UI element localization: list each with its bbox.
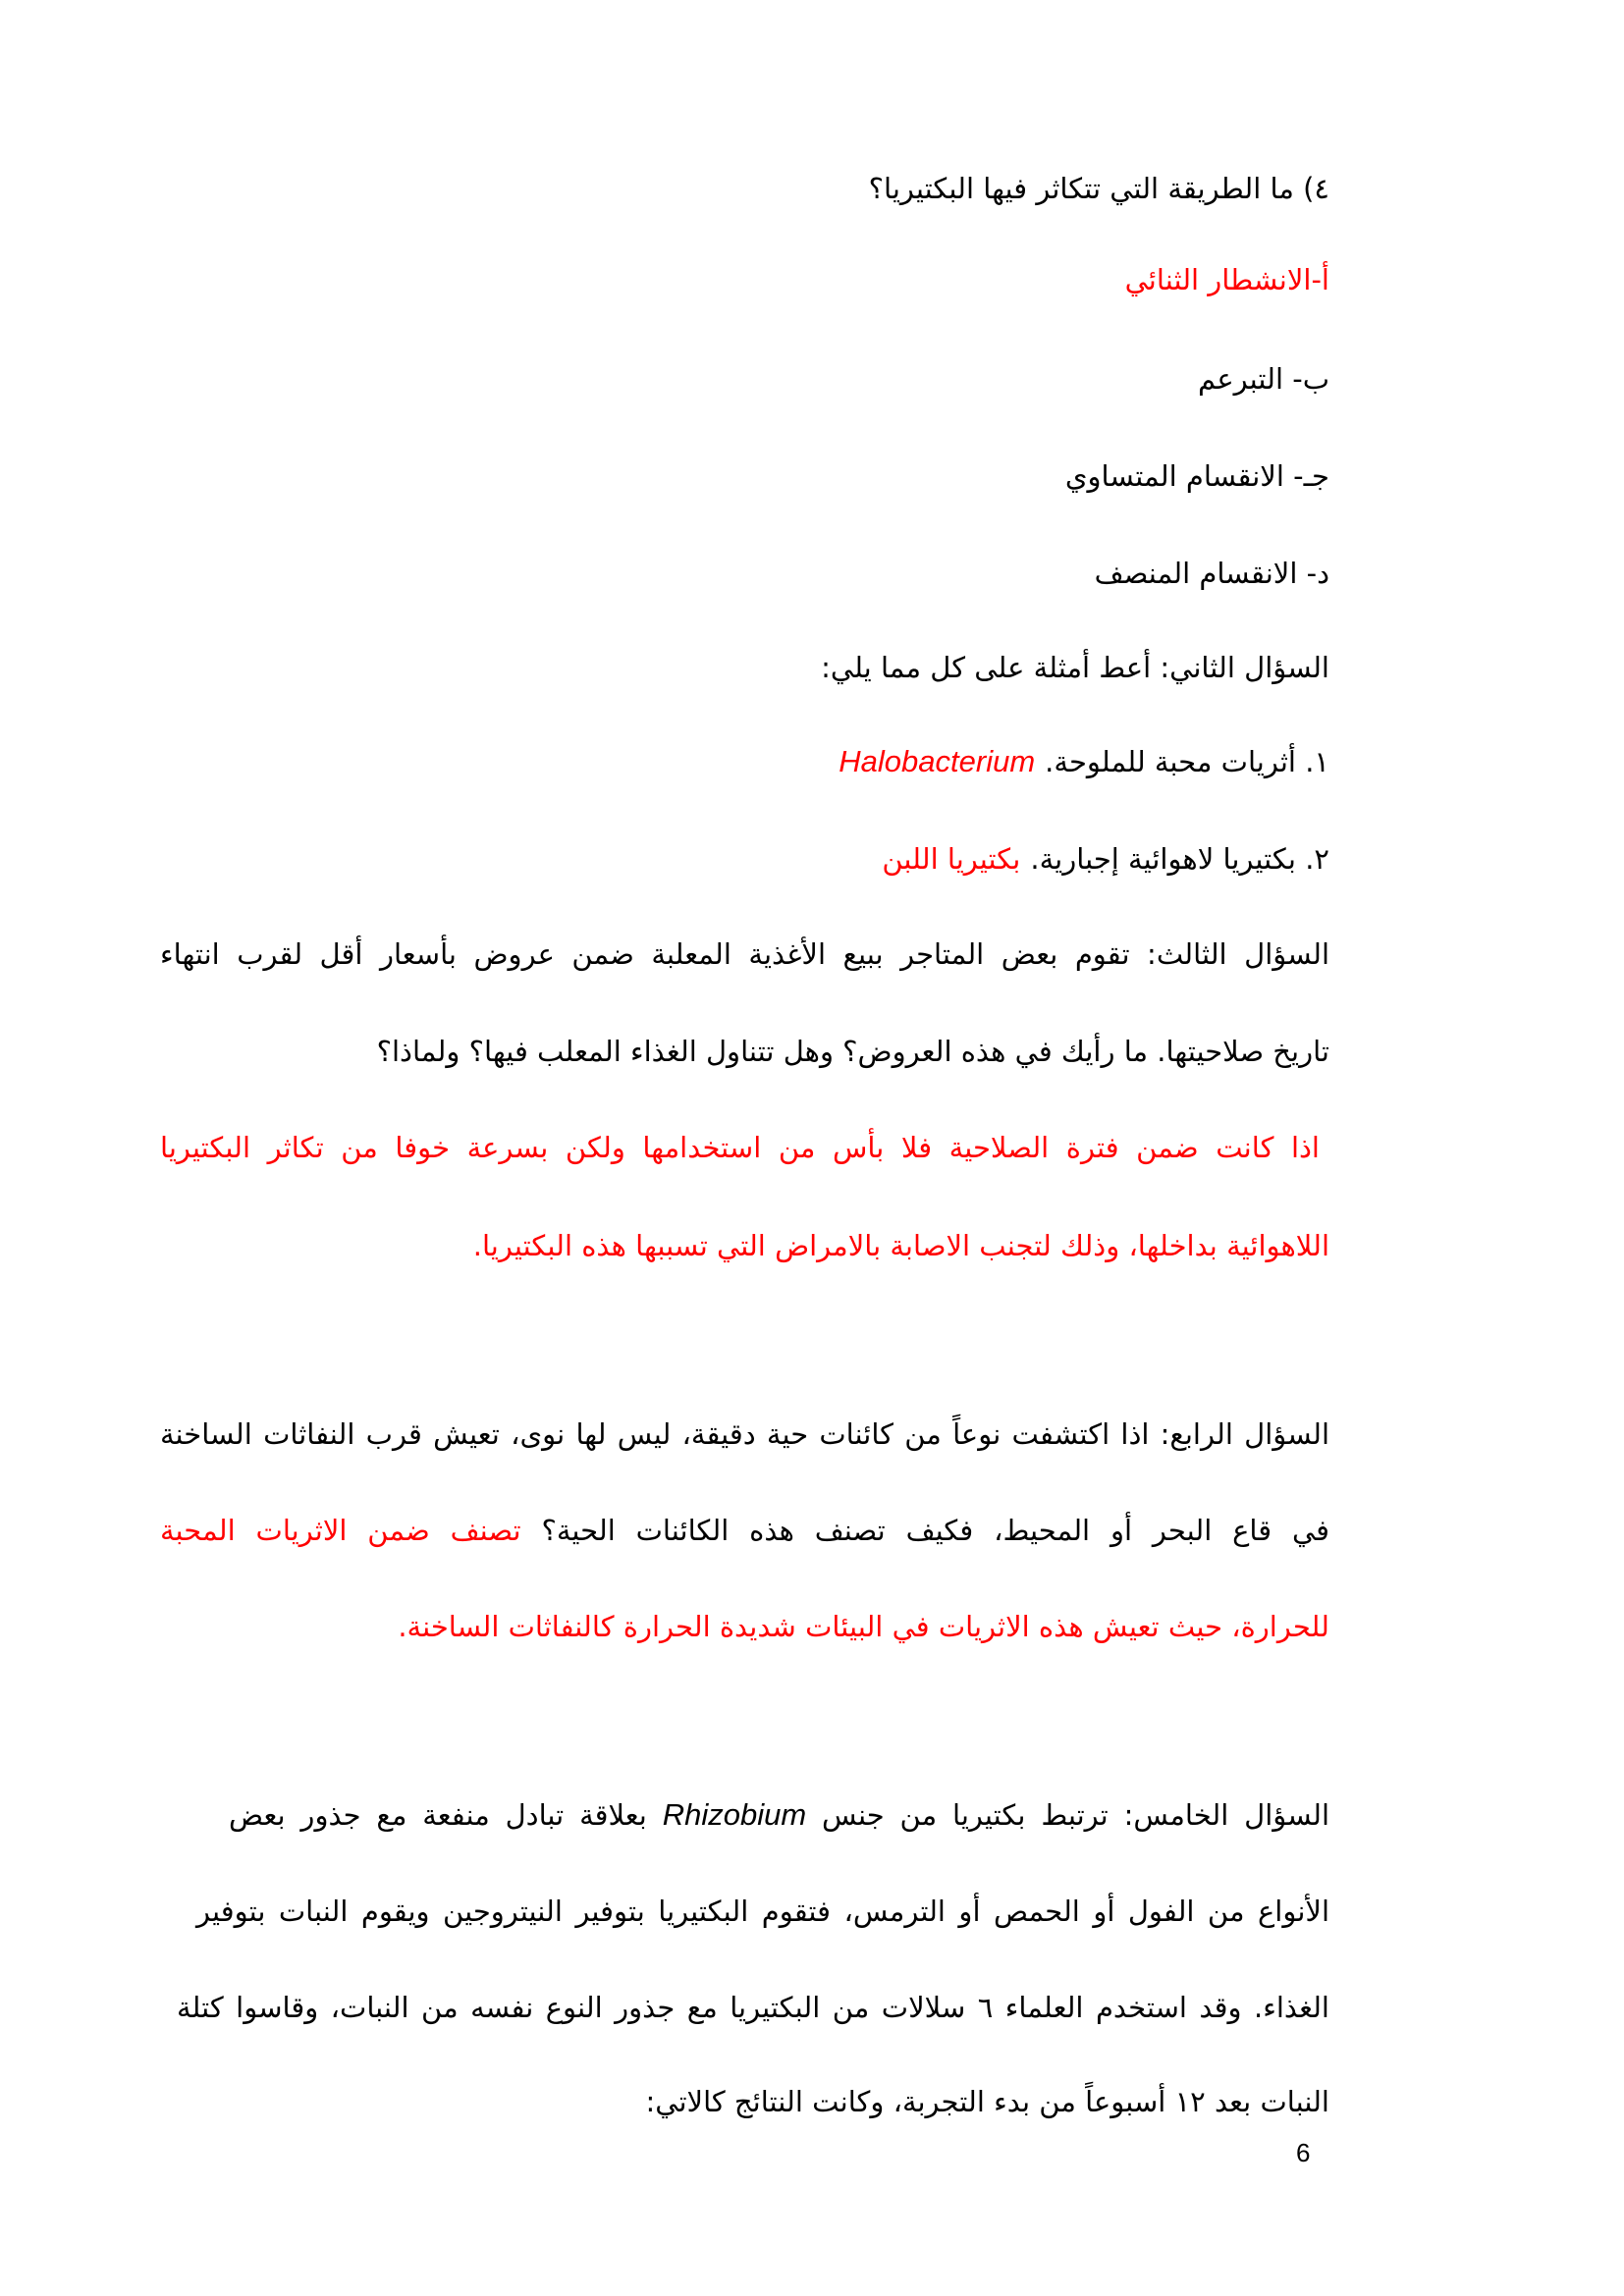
third-answer-line-1: اذا كانت ضمن فترة الصلاحية فلا بأس من استخدامها ولكن بسرعة خوفا من تكاثر البكتيريا	[160, 1131, 1320, 1164]
page-number: 6	[1296, 2138, 1311, 2167]
example-item-1	[839, 742, 1329, 781]
example-item-2-answer: بكتيريا اللبن	[882, 842, 1021, 876]
fifth-question-line-4: النبات بعد ١٢ أسبوعاً من بدء التجربة، وكانت النتائج كالاتي:	[645, 2085, 1329, 2118]
option-c: جـ- الانقسام المتساوي	[1064, 459, 1329, 493]
third-question-line-2: تاريخ صلاحيتها. ما رأيك في هذه العروض؟ وهل تتناول الغذاء المعلب فيها؟ ولماذا؟	[376, 1035, 1329, 1068]
fourth-question-line-1: السؤال الرابع: اذا اكتشفت نوعاً من كائنات حية دقيقة، ليس لها نوى، تعيش قرب النفاثات الساخنة	[160, 1417, 1329, 1451]
fifth-question-line-3: الغذاء. وقد استخدم العلماء ٦ سلالات من البكتيريا مع جذور النوع نفسه من النبات، وقاسوا كتلة	[177, 1991, 1329, 2024]
fifth-question-line-1	[229, 1795, 1329, 1835]
example-item-2-label: ٢. بكتيريا لاهوائية إجبارية.	[1030, 842, 1329, 876]
option-a-answer: أ-الانشطار الثنائي	[1124, 263, 1329, 296]
option-b: ب- التبرعم	[1198, 362, 1329, 396]
example-item-1-label: ١. أثريات محبة للملوحة.	[1045, 745, 1329, 778]
fourth-question-line-2	[160, 1511, 1329, 1550]
option-d: د- الانقسام المنصف	[1094, 557, 1329, 590]
rhizobium-term: Rhizobium	[662, 1797, 807, 1832]
fifth-question-line-2: الأنواع من الفول أو الحمص أو الترمس، فتقوم البكتيريا بتوفير النيتروجين ويقوم النبات بتوفير	[196, 1895, 1329, 1928]
third-answer-line-2: اللاهوائية بداخلها، وذلك لتجنب الاصابة بالامراض التي تسببها هذه البكتيريا.	[472, 1229, 1329, 1262]
second-question-heading: السؤال الثاني: أعط أمثلة على كل مما يلي:	[821, 651, 1329, 684]
fifth-question-start: السؤال الخامس: ترتبط بكتيريا من جنس	[822, 1798, 1330, 1832]
fourth-answer-start: تصنف ضمن الاثريات المحبة	[160, 1514, 521, 1547]
fourth-question-text: في قاع البحر أو المحيط، فكيف تصنف هذه الكائنات الحية؟	[541, 1514, 1329, 1547]
fourth-answer-line-2: للحرارة، حيث تعيش هذه الاثريات في البيئات شديدة الحرارة كالنفاثات الساخنة.	[398, 1610, 1329, 1643]
example-item-2	[882, 839, 1329, 879]
question-4: ٤) ما الطريقة التي تتكاثر فيها البكتيريا؟	[868, 172, 1329, 205]
fifth-question-end: بعلاقة تبادل منفعة مع جذور بعض	[229, 1798, 647, 1832]
third-question-line-1: السؤال الثالث: تقوم بعض المتاجر ببيع الأغذية المعلبة ضمن عروض بأسعار أقل لقرب انتهاء	[160, 937, 1329, 971]
example-item-1-answer: Halobacterium	[839, 744, 1036, 778]
